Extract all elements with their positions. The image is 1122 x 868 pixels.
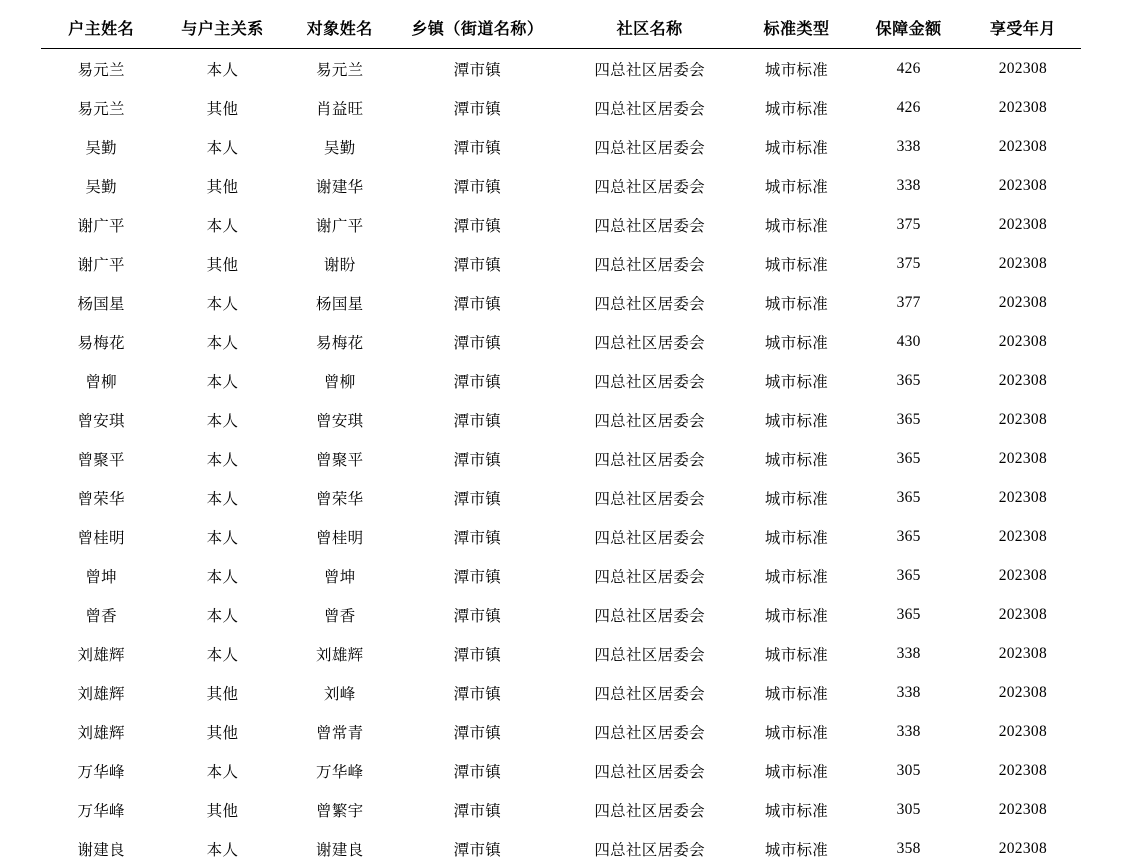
cell-person-name: 杨国星	[284, 283, 396, 322]
cell-householder-name: 曾聚平	[41, 439, 161, 478]
cell-standard-type: 城市标准	[740, 829, 852, 868]
cell-amount: 426	[853, 88, 965, 127]
cell-period: 202308	[965, 283, 1081, 322]
cell-township: 潭市镇	[396, 439, 559, 478]
cell-relation: 本人	[161, 439, 283, 478]
cell-amount: 430	[853, 322, 965, 361]
cell-relation: 本人	[161, 127, 283, 166]
cell-relation: 本人	[161, 283, 283, 322]
cell-community: 四总社区居委会	[559, 595, 740, 634]
cell-householder-name: 刘雄辉	[41, 673, 161, 712]
cell-amount: 338	[853, 712, 965, 751]
cell-amount: 338	[853, 127, 965, 166]
cell-community: 四总社区居委会	[559, 517, 740, 556]
table-row	[41, 829, 1081, 868]
cell-period: 202308	[965, 88, 1081, 127]
cell-person-name: 吴勤	[284, 127, 396, 166]
cell-township: 潭市镇	[396, 361, 559, 400]
cell-standard-type: 城市标准	[740, 517, 852, 556]
cell-householder-name: 曾荣华	[41, 478, 161, 517]
cell-person-name: 谢建良	[284, 829, 396, 868]
cell-person-name: 谢广平	[284, 205, 396, 244]
cell-period: 202308	[965, 244, 1081, 283]
cell-person-name: 曾桂明	[284, 517, 396, 556]
column-header-householder-name: 户主姓名	[41, 12, 161, 49]
cell-standard-type: 城市标准	[740, 556, 852, 595]
cell-relation: 其他	[161, 673, 283, 712]
cell-relation: 本人	[161, 322, 283, 361]
cell-community: 四总社区居委会	[559, 205, 740, 244]
cell-person-name: 曾柳	[284, 361, 396, 400]
cell-relation: 其他	[161, 166, 283, 205]
cell-standard-type: 城市标准	[740, 283, 852, 322]
cell-amount: 338	[853, 634, 965, 673]
cell-community: 四总社区居委会	[559, 88, 740, 127]
cell-amount: 375	[853, 205, 965, 244]
column-header-standard-type: 标准类型	[740, 12, 852, 49]
cell-period: 202308	[965, 322, 1081, 361]
cell-standard-type: 城市标准	[740, 712, 852, 751]
cell-amount: 377	[853, 283, 965, 322]
cell-standard-type: 城市标准	[740, 595, 852, 634]
cell-standard-type: 城市标准	[740, 244, 852, 283]
table-row	[41, 751, 1081, 790]
cell-person-name: 刘雄辉	[284, 634, 396, 673]
cell-householder-name: 杨国星	[41, 283, 161, 322]
cell-period: 202308	[965, 400, 1081, 439]
cell-standard-type: 城市标准	[740, 49, 852, 89]
cell-householder-name: 曾坤	[41, 556, 161, 595]
cell-community: 四总社区居委会	[559, 283, 740, 322]
table-row	[41, 88, 1081, 127]
table-row	[41, 283, 1081, 322]
cell-township: 潭市镇	[396, 283, 559, 322]
cell-township: 潭市镇	[396, 595, 559, 634]
cell-person-name: 易梅花	[284, 322, 396, 361]
cell-householder-name: 万华峰	[41, 790, 161, 829]
table-header-row	[41, 12, 1081, 49]
cell-community: 四总社区居委会	[559, 478, 740, 517]
cell-community: 四总社区居委会	[559, 127, 740, 166]
cell-householder-name: 曾安琪	[41, 400, 161, 439]
cell-standard-type: 城市标准	[740, 790, 852, 829]
cell-householder-name: 谢广平	[41, 244, 161, 283]
cell-community: 四总社区居委会	[559, 49, 740, 89]
cell-township: 潭市镇	[396, 712, 559, 751]
cell-householder-name: 刘雄辉	[41, 634, 161, 673]
cell-period: 202308	[965, 361, 1081, 400]
table-row	[41, 595, 1081, 634]
cell-township: 潭市镇	[396, 400, 559, 439]
cell-person-name: 万华峰	[284, 751, 396, 790]
cell-amount: 375	[853, 244, 965, 283]
cell-person-name: 曾安琪	[284, 400, 396, 439]
cell-community: 四总社区居委会	[559, 361, 740, 400]
cell-township: 潭市镇	[396, 205, 559, 244]
cell-standard-type: 城市标准	[740, 322, 852, 361]
table-row	[41, 244, 1081, 283]
table-row	[41, 322, 1081, 361]
cell-householder-name: 刘雄辉	[41, 712, 161, 751]
cell-community: 四总社区居委会	[559, 322, 740, 361]
cell-period: 202308	[965, 790, 1081, 829]
cell-community: 四总社区居委会	[559, 634, 740, 673]
cell-relation: 其他	[161, 88, 283, 127]
table-row	[41, 556, 1081, 595]
cell-standard-type: 城市标准	[740, 361, 852, 400]
cell-standard-type: 城市标准	[740, 673, 852, 712]
cell-amount: 365	[853, 478, 965, 517]
cell-householder-name: 曾柳	[41, 361, 161, 400]
cell-period: 202308	[965, 751, 1081, 790]
cell-standard-type: 城市标准	[740, 478, 852, 517]
cell-community: 四总社区居委会	[559, 439, 740, 478]
cell-township: 潭市镇	[396, 166, 559, 205]
table-row	[41, 127, 1081, 166]
table-row	[41, 673, 1081, 712]
cell-period: 202308	[965, 205, 1081, 244]
cell-standard-type: 城市标准	[740, 751, 852, 790]
table-body	[41, 49, 1081, 868]
cell-period: 202308	[965, 166, 1081, 205]
cell-township: 潭市镇	[396, 556, 559, 595]
column-header-person-name: 对象姓名	[284, 12, 396, 49]
cell-township: 潭市镇	[396, 88, 559, 127]
cell-period: 202308	[965, 829, 1081, 868]
table-row	[41, 166, 1081, 205]
cell-township: 潭市镇	[396, 322, 559, 361]
cell-person-name: 曾繁宇	[284, 790, 396, 829]
table-row	[41, 205, 1081, 244]
cell-relation: 本人	[161, 361, 283, 400]
cell-period: 202308	[965, 478, 1081, 517]
table-row	[41, 634, 1081, 673]
cell-householder-name: 万华峰	[41, 751, 161, 790]
cell-standard-type: 城市标准	[740, 205, 852, 244]
cell-householder-name: 易梅花	[41, 322, 161, 361]
cell-period: 202308	[965, 712, 1081, 751]
cell-standard-type: 城市标准	[740, 166, 852, 205]
table-row	[41, 790, 1081, 829]
table-row	[41, 49, 1081, 89]
cell-amount: 365	[853, 556, 965, 595]
cell-relation: 本人	[161, 634, 283, 673]
cell-period: 202308	[965, 634, 1081, 673]
cell-township: 潭市镇	[396, 478, 559, 517]
column-header-period: 享受年月	[965, 12, 1081, 49]
cell-relation: 本人	[161, 556, 283, 595]
table-row	[41, 439, 1081, 478]
cell-person-name: 谢建华	[284, 166, 396, 205]
cell-amount: 338	[853, 673, 965, 712]
cell-township: 潭市镇	[396, 829, 559, 868]
cell-person-name: 曾香	[284, 595, 396, 634]
cell-householder-name: 谢建良	[41, 829, 161, 868]
cell-community: 四总社区居委会	[559, 712, 740, 751]
cell-township: 潭市镇	[396, 751, 559, 790]
table-row	[41, 478, 1081, 517]
cell-relation: 其他	[161, 712, 283, 751]
beneficiary-table	[41, 12, 1081, 868]
cell-standard-type: 城市标准	[740, 400, 852, 439]
column-header-community: 社区名称	[559, 12, 740, 49]
cell-person-name: 曾聚平	[284, 439, 396, 478]
cell-person-name: 曾荣华	[284, 478, 396, 517]
cell-amount: 305	[853, 790, 965, 829]
table-row	[41, 712, 1081, 751]
cell-person-name: 刘峰	[284, 673, 396, 712]
cell-relation: 其他	[161, 790, 283, 829]
cell-standard-type: 城市标准	[740, 88, 852, 127]
cell-relation: 本人	[161, 400, 283, 439]
cell-community: 四总社区居委会	[559, 829, 740, 868]
cell-person-name: 谢盼	[284, 244, 396, 283]
cell-person-name: 易元兰	[284, 49, 396, 89]
cell-householder-name: 吴勤	[41, 127, 161, 166]
cell-township: 潭市镇	[396, 673, 559, 712]
cell-amount: 305	[853, 751, 965, 790]
cell-householder-name: 吴勤	[41, 166, 161, 205]
cell-amount: 365	[853, 595, 965, 634]
cell-amount: 365	[853, 361, 965, 400]
cell-relation: 本人	[161, 595, 283, 634]
cell-community: 四总社区居委会	[559, 244, 740, 283]
cell-township: 潭市镇	[396, 49, 559, 89]
cell-period: 202308	[965, 556, 1081, 595]
cell-relation: 本人	[161, 751, 283, 790]
table-row	[41, 400, 1081, 439]
cell-amount: 365	[853, 517, 965, 556]
cell-community: 四总社区居委会	[559, 556, 740, 595]
cell-person-name: 肖益旺	[284, 88, 396, 127]
cell-amount: 365	[853, 400, 965, 439]
table-header	[41, 12, 1081, 49]
cell-relation: 本人	[161, 478, 283, 517]
cell-relation: 本人	[161, 829, 283, 868]
table-row	[41, 517, 1081, 556]
cell-householder-name: 曾香	[41, 595, 161, 634]
cell-period: 202308	[965, 49, 1081, 89]
cell-amount: 426	[853, 49, 965, 89]
cell-amount: 358	[853, 829, 965, 868]
table-row	[41, 361, 1081, 400]
cell-township: 潭市镇	[396, 127, 559, 166]
cell-community: 四总社区居委会	[559, 790, 740, 829]
cell-period: 202308	[965, 595, 1081, 634]
cell-period: 202308	[965, 673, 1081, 712]
cell-householder-name: 谢广平	[41, 205, 161, 244]
cell-relation: 本人	[161, 49, 283, 89]
column-header-amount: 保障金额	[853, 12, 965, 49]
cell-standard-type: 城市标准	[740, 439, 852, 478]
cell-period: 202308	[965, 127, 1081, 166]
cell-period: 202308	[965, 439, 1081, 478]
cell-standard-type: 城市标准	[740, 127, 852, 166]
cell-relation: 本人	[161, 517, 283, 556]
cell-township: 潭市镇	[396, 790, 559, 829]
cell-householder-name: 易元兰	[41, 88, 161, 127]
cell-community: 四总社区居委会	[559, 673, 740, 712]
cell-standard-type: 城市标准	[740, 634, 852, 673]
cell-township: 潭市镇	[396, 634, 559, 673]
cell-community: 四总社区居委会	[559, 751, 740, 790]
cell-householder-name: 易元兰	[41, 49, 161, 89]
column-header-township: 乡镇（街道名称）	[396, 12, 559, 49]
cell-relation: 本人	[161, 205, 283, 244]
cell-amount: 338	[853, 166, 965, 205]
column-header-relation: 与户主关系	[161, 12, 283, 49]
cell-township: 潭市镇	[396, 517, 559, 556]
cell-person-name: 曾坤	[284, 556, 396, 595]
cell-relation: 其他	[161, 244, 283, 283]
cell-period: 202308	[965, 517, 1081, 556]
cell-township: 潭市镇	[396, 244, 559, 283]
cell-community: 四总社区居委会	[559, 400, 740, 439]
cell-person-name: 曾常青	[284, 712, 396, 751]
cell-amount: 365	[853, 439, 965, 478]
cell-householder-name: 曾桂明	[41, 517, 161, 556]
cell-community: 四总社区居委会	[559, 166, 740, 205]
